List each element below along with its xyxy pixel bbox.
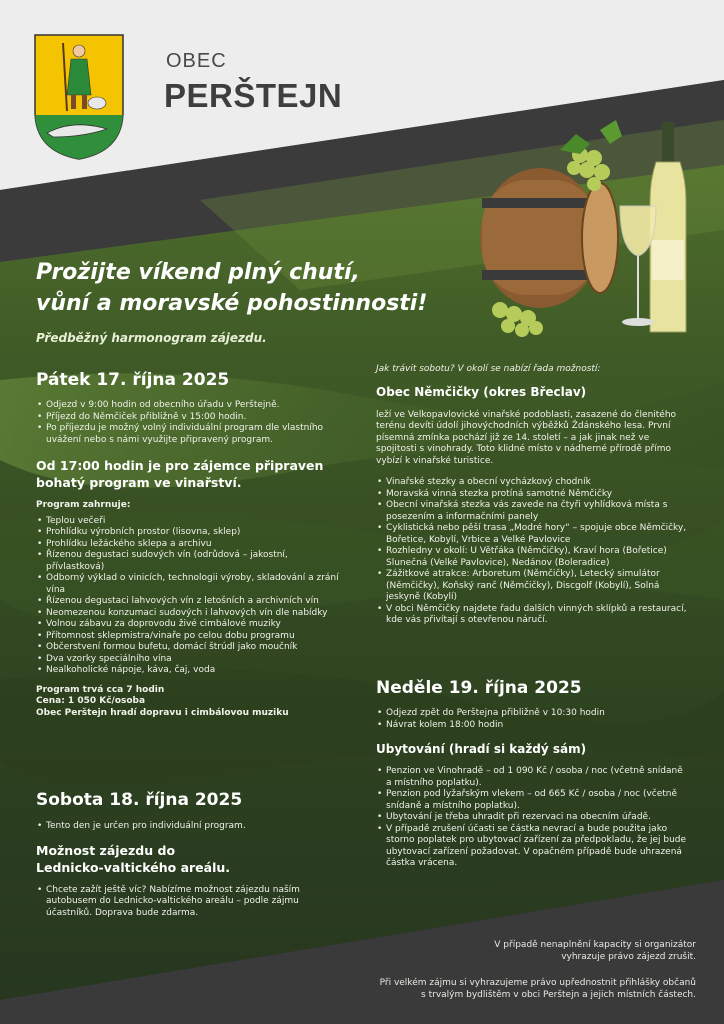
list-item: • Moravská vinná stezka protíná samotné Němčičky bbox=[376, 489, 688, 501]
list-item: • Teplou večeři bbox=[36, 516, 342, 528]
footer-capacity-note bbox=[494, 940, 696, 963]
friday-section bbox=[36, 369, 342, 719]
list-item: • Po příjezdu je možný volný individuální program dle vlastního uvážení nebo s námi využijte připravený program. bbox=[36, 423, 342, 446]
list-item: • Řízenou degustaci lahvových vín z letošních a archivních vín bbox=[36, 596, 342, 608]
lodging-list bbox=[376, 766, 688, 870]
list-item: • Dva vzorky speciálního vína bbox=[36, 654, 342, 666]
trip-title bbox=[36, 842, 336, 876]
sunday-title: Neděle 19. října 2025 bbox=[376, 678, 582, 698]
program-list bbox=[36, 516, 342, 677]
hero-headline bbox=[36, 257, 476, 319]
program-label: Program zahrnuje: bbox=[36, 500, 131, 510]
list-item: • Prohlídku ležáckého sklepa a archivu bbox=[36, 539, 342, 551]
options-list bbox=[376, 477, 688, 627]
sunday-list bbox=[376, 708, 688, 731]
sunday-section bbox=[376, 677, 688, 870]
list-item: • Příjezd do Němčiček přibližně v 15:00 hodin. bbox=[36, 412, 342, 424]
list-item: • Penzion pod lyžařským vlekem – od 665 Kč / osoba / noc (včetně snídaně a místního poplatku). bbox=[376, 789, 688, 812]
list-item: • Nealkoholické nápoje, káva, čaj, voda bbox=[36, 665, 342, 677]
list-item: • Přítomnost sklepmistra/vinaře po celou dobu programu bbox=[36, 631, 342, 643]
list-item: • Neomezenou konzumaci sudových i lahvových vín dle nabídky bbox=[36, 608, 342, 620]
list-item: • Obecní vinařská stezka vás zavede na čtyři vyhlídková místa s posezením a informačními panely bbox=[376, 500, 688, 523]
friday-title: Pátek 17. října 2025 bbox=[36, 370, 230, 390]
program-price: Cena: 1 050 Kč/osoba bbox=[36, 696, 146, 706]
list-item: • Prohlídku výrobních prostor (lisovna, sklep) bbox=[36, 527, 342, 539]
header-obec-label: OBEC bbox=[166, 50, 227, 72]
hero-subtitle: Předběžný harmonogram zájezdu. bbox=[36, 331, 267, 345]
list-item: • Chcete zažít ještě víc? Nabízíme možnost zájezdu naším autobusem do Lednicko-valtického areálu – podle zájmu účastníků. Doprava bude zdarma. bbox=[36, 885, 336, 920]
list-item: • Návrat kolem 18:00 hodin bbox=[376, 720, 688, 732]
list-item: • Občerstvení formou bufetu, domácí štrúdl jako moučník bbox=[36, 642, 342, 654]
place-title: Obec Němčičky (okres Břeclav) bbox=[376, 384, 587, 399]
saturday-options-section bbox=[376, 364, 688, 627]
place-description: leží ve Velkopavlovické vinařské podoblasti, zasazené do členitého terénu devíti údolí jihovýchodních výběžků Ždánského lesa. První písemná zmínka pochází již ze 14. století – a jak jinak než ve spojitosti s vinohrady. Toto klidné místo v nádherné přírodě přímo vybízí k vinařské turistice. bbox=[376, 409, 677, 466]
hero-headline-line2: vůní a moravské pohostinnosti! bbox=[36, 291, 428, 316]
saturday-list bbox=[36, 821, 336, 833]
footer-line: s trvalým bydlištěm v obci Perštejn a jejich místních částech. bbox=[421, 989, 696, 1000]
list-item: • V obci Němčičky najdete řadu dalších vinných sklípků a restaurací, kde vás přivítají s otevřenou náručí. bbox=[376, 604, 688, 627]
program-note: Obec Perštejn hradí dopravu i cimbálovou muziku bbox=[36, 707, 289, 718]
list-item: • Vinařské stezky a obecní vycházkový chodník bbox=[376, 477, 688, 489]
list-item: • V případě zrušení účasti se částka nevrací a bude použita jako storno poplatek pro ubytovací zařízení za předpokladu, že jej bude ubytovací zařízení požadovat. V opačném případě bude uhrazená částka vrácena. bbox=[376, 824, 688, 870]
list-item: • Řízenou degustaci sudových vín (odrůdová – jakostní, přívlastková) bbox=[36, 550, 342, 573]
list-item: • Rozhledny v okolí: U Větřáka (Němčičky), Kraví hora (Bořetice) Slunečná (Velké Pavlovice), Nedánov (Boleradice) bbox=[376, 546, 688, 569]
hero-headline-line1: Prožijte víkend plný chutí, bbox=[36, 260, 360, 285]
coat-of-arms-logo bbox=[33, 33, 125, 161]
trip-title-line1: Možnost zájezdu do bbox=[36, 842, 176, 858]
list-item: • Odjezd zpět do Perštejna přibližně v 10:30 hodin bbox=[376, 708, 688, 720]
list-item: • Tento den je určen pro individuální program. bbox=[36, 821, 336, 833]
program-duration: Program trvá cca 7 hodin bbox=[36, 684, 165, 695]
trip-list bbox=[36, 885, 336, 920]
trip-title-line2: Lednicko-valtického areálu. bbox=[36, 859, 231, 875]
footer-priority-note bbox=[380, 978, 696, 1001]
footer-line: vyhrazuje právo zájezd zrušit. bbox=[561, 951, 696, 962]
list-item: • Odjezd v 9:00 hodin od obecního úřadu v Perštejně. bbox=[36, 400, 342, 412]
list-item: • Penzion ve Vinohradě – od 1 090 Kč / osoba / noc (včetně snídaně a místního poplatku). bbox=[376, 766, 688, 789]
saturday-section bbox=[36, 789, 336, 919]
wine-barrel-illustration bbox=[460, 110, 700, 350]
lodging-title: Ubytování (hradí si každý sám) bbox=[376, 742, 587, 756]
list-item: • Zážitkové atrakce: Arboretum (Němčičky), Letecký simulátor (Němčičky), Koňský ranč (Němčičky), Discgolf (Kobylí), Solná jeskyně (Kobylí) bbox=[376, 569, 688, 604]
list-item: • Odborný výklad o vinicích, technologii výroby, skladování a zrání vína bbox=[36, 573, 342, 596]
friday-list bbox=[36, 400, 342, 446]
list-item: • Cyklistická nebo pěší trasa „Modré hory“ – spojuje obce Němčičky, Bořetice, Kobylí, Vrbice a Velké Pavlovice bbox=[376, 523, 688, 546]
footer-line: V případě nenaplnění kapacity si organizátor bbox=[494, 940, 696, 950]
friday-evening-title: Od 17:00 hodin je pro zájemce připraven bohatý program ve vinařství. bbox=[36, 458, 324, 490]
options-intro: Jak trávit sobotu? V okolí se nabízí řada možností: bbox=[376, 364, 601, 374]
list-item: • Ubytování je třeba uhradit při rezervaci na obecním úřadě. bbox=[376, 812, 688, 824]
header-town-name: PERŠTEJN bbox=[164, 77, 343, 114]
footer-line: Při velkém zájmu si vyhrazujeme právo upřednostnit přihlášky občanů bbox=[379, 978, 696, 988]
list-item: • Volnou zábavu za doprovodu živé cimbálové muziky bbox=[36, 619, 342, 631]
saturday-title: Sobota 18. října 2025 bbox=[36, 790, 243, 810]
